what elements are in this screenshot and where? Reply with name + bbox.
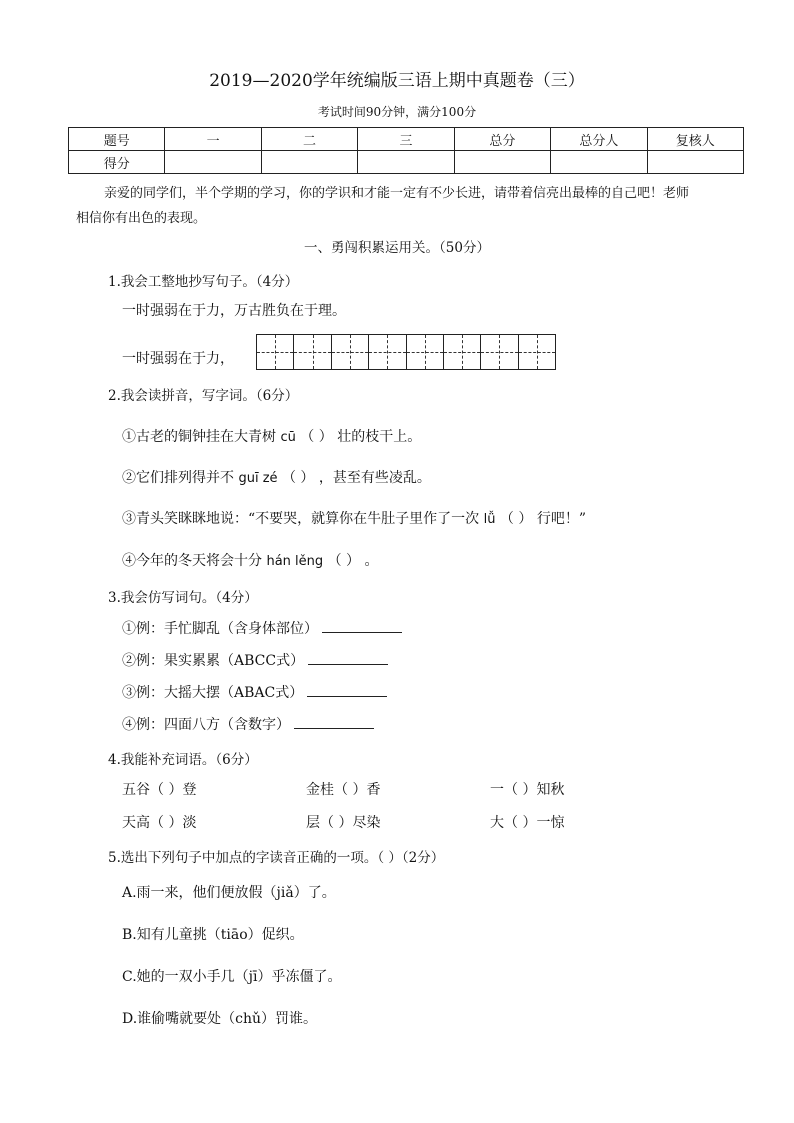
answer-blank[interactable]: （ ） (300, 429, 333, 445)
item-text: ，甚至有些凌乱。 (318, 470, 431, 486)
question-3-item (122, 618, 402, 638)
question-2-item (122, 426, 421, 446)
table-cell: 总分人 (551, 128, 647, 151)
score-input-cell[interactable] (261, 151, 357, 174)
idiom-fill[interactable]: 金桂（ ）香 (306, 782, 381, 798)
item-text: ①古老的铜钟挂在大青树 (122, 429, 276, 445)
score-table-score-row (69, 151, 744, 174)
score-input-cell[interactable] (454, 151, 550, 174)
item-text: ②例：果实累累（ABCC式） (122, 653, 305, 669)
table-cell: 复核人 (647, 128, 743, 151)
answer-blank[interactable]: （ ） (499, 511, 533, 527)
table-cell: 一 (165, 128, 261, 151)
writing-grid-cell[interactable] (481, 335, 518, 369)
table-cell: 得分 (69, 151, 165, 174)
answer-blank[interactable]: （ ） (281, 470, 315, 486)
item-text: ④例：四面八方（含数字） (122, 717, 290, 733)
score-input-cell[interactable] (358, 151, 454, 174)
item-text: ②它们排列得并不 (122, 470, 234, 486)
question-4-title: 4.我能补充词语。（6分） (108, 752, 258, 768)
intro-line-1: 亲爱的同学们，半个学期的学习，你的学识和才能一定有不少长进，请带着信亮出最棒的自己吧！老师 (104, 186, 690, 201)
question-1-copy-prefix: 一时强弱在于力， (122, 351, 234, 367)
answer-option[interactable]: A.雨一来，他们便放假（jiǎ）了。 (122, 885, 336, 901)
intro-line-2: 相信你有出色的表现。 (76, 211, 207, 226)
idiom-fill[interactable]: 天高（ ）淡 (122, 815, 197, 831)
question-1-sentence: 一时强弱在于力，万古胜负在于理。 (122, 303, 346, 319)
answer-option[interactable]: B.知有儿童挑（tiāo）促织。 (122, 927, 304, 943)
section-heading: 一、勇闯积累运用关。（50分） (304, 240, 490, 256)
score-input-cell[interactable] (165, 151, 261, 174)
writing-grid[interactable] (256, 334, 556, 370)
item-text: 壮的枝干上。 (337, 429, 422, 445)
question-3-item (122, 650, 388, 670)
answer-line[interactable] (294, 716, 374, 729)
exam-title: 2019—2020学年统编版三语上期中真题卷（三） (209, 71, 585, 91)
item-text: ①例：手忙脚乱（含身体部位） (122, 621, 318, 637)
writing-grid-cell[interactable] (444, 335, 481, 369)
answer-option[interactable]: D.谁偷嘴就要处（chǔ）罚谁。 (122, 1011, 318, 1027)
question-5-title: 5.选出下列句子中加点的字读音正确的一项。（ ）（2分） (108, 850, 445, 866)
pinyin-label: cū (280, 430, 296, 445)
score-input-cell[interactable] (647, 151, 743, 174)
answer-line[interactable] (322, 620, 402, 633)
pinyin-label: guī zé (238, 471, 278, 486)
item-text: ③例：大摇大摆（ABAC式） (122, 685, 304, 701)
table-cell: 总分 (454, 128, 550, 151)
writing-grid-cell[interactable] (407, 335, 444, 369)
exam-subtitle: 考试时间90分钟，满分100分 (317, 105, 477, 119)
pinyin-label: lǚ (483, 512, 496, 527)
score-table (68, 127, 744, 174)
table-cell: 二 (261, 128, 357, 151)
writing-grid-cell[interactable] (332, 335, 369, 369)
question-3-title: 3.我会仿写词句。（4分） (108, 590, 258, 606)
item-text: ③青头笑眯眯地说：“不要哭，就算你在牛肚子里作了一次 (122, 511, 480, 527)
item-text: ④今年的冬天将会十分 (122, 553, 262, 569)
question-3-item (122, 714, 374, 734)
answer-option[interactable]: C.她的一双小手几（jī）乎冻僵了。 (122, 969, 342, 985)
question-2-item (122, 467, 431, 487)
answer-line[interactable] (308, 652, 388, 665)
item-text: 。 (364, 553, 379, 569)
idiom-fill[interactable]: 五谷（ ）登 (122, 782, 197, 798)
writing-grid-cell[interactable] (519, 335, 555, 369)
table-cell: 三 (358, 128, 454, 151)
answer-blank[interactable]: （ ） (327, 553, 361, 569)
idiom-fill[interactable]: 大（ ）一惊 (490, 815, 565, 831)
answer-line[interactable] (307, 684, 387, 697)
idiom-fill[interactable]: 层（ ）尽染 (306, 815, 381, 831)
score-table-header-row (69, 128, 744, 151)
question-2-title: 2.我会读拼音，写字词。（6分） (108, 388, 299, 404)
score-input-cell[interactable] (551, 151, 647, 174)
table-cell: 题号 (69, 128, 165, 151)
writing-grid-cell[interactable] (257, 335, 294, 369)
writing-grid-cell[interactable] (294, 335, 331, 369)
question-2-item (122, 508, 586, 528)
pinyin-label: hán lěng (266, 554, 324, 569)
idiom-fill[interactable]: 一（ ）知秋 (490, 782, 565, 798)
question-2-item (122, 550, 379, 570)
item-text: 行吧！” (536, 511, 586, 527)
writing-grid-cell[interactable] (369, 335, 406, 369)
question-3-item (122, 682, 387, 702)
question-1-title: 1.我会工整地抄写句子。（4分） (108, 274, 299, 290)
